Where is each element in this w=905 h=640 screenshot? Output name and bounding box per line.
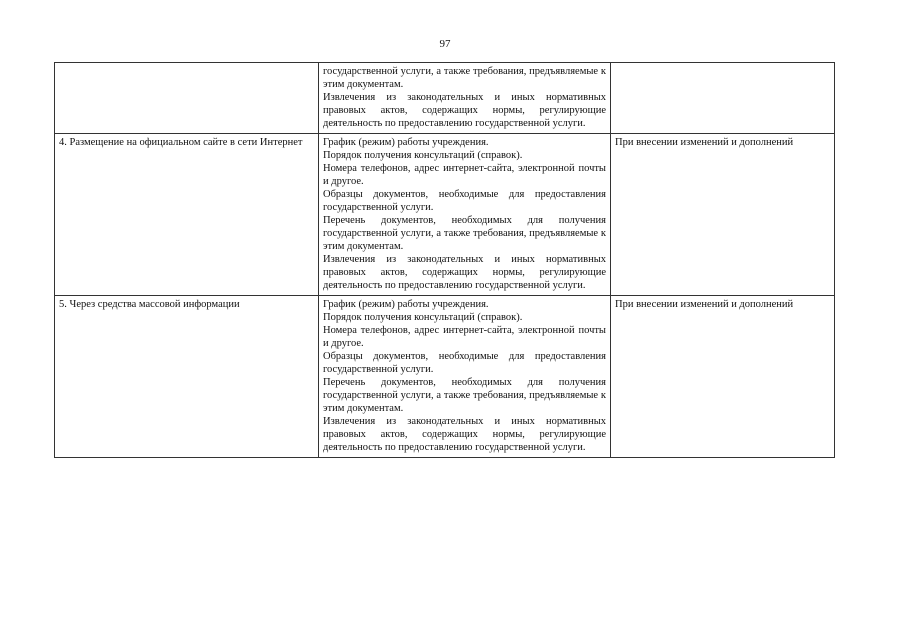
content-line: График (режим) работы учреждения. [323, 137, 489, 148]
content-line: Перечень документов, необходимых для получения государственной услуги, а также требования, предъявляемые к этим документам. [323, 377, 606, 414]
method-cell: 4. Размещение на официальном сайте в сети Интернет [55, 134, 319, 296]
content-line: Извлечения из законодательных и иных нормативных правовых актов, содержащих нормы, регулирующие деятельность по предоставлению государственной услуги. [323, 92, 606, 129]
method-cell: 5. Через средства массовой информации [55, 296, 319, 458]
page-number: 97 [439, 38, 451, 50]
timing-cell: При внесении изменений и дополнений [611, 296, 835, 458]
information-table [54, 62, 835, 458]
content-line: государственной услуги, а также требования, предъявляемые к этим документам. [323, 66, 606, 90]
table-row-continuation [55, 63, 835, 134]
content-line: Порядок получения консультаций (справок). [323, 150, 523, 161]
content-line: Перечень документов, необходимых для получения государственной услуги, а также требования, предъявляемые к этим документам. [323, 215, 606, 252]
table-row-mass-media [55, 296, 835, 458]
content-line: Образцы документов, необходимые для предоставления государственной услуги. [323, 351, 606, 375]
content-line: Номера телефонов, адрес интернет-сайта, электронной почты и другое. [323, 325, 606, 349]
content-cell [319, 63, 611, 134]
method-cell [55, 63, 319, 134]
table-row-website [55, 134, 835, 296]
timing-cell [611, 63, 835, 134]
timing-cell: При внесении изменений и дополнений [611, 134, 835, 296]
content-line: Извлечения из законодательных и иных нормативных правовых актов, содержащих нормы, регулирующие деятельность по предоставлению государственной услуги. [323, 254, 606, 291]
content-cell [319, 296, 611, 458]
content-line: Номера телефонов, адрес интернет-сайта, электронной почты и другое. [323, 163, 606, 187]
content-line: Порядок получения консультаций (справок). [323, 312, 523, 323]
content-cell [319, 134, 611, 296]
content-line: График (режим) работы учреждения. [323, 299, 489, 310]
content-line: Извлечения из законодательных и иных нормативных правовых актов, содержащих нормы, регулирующие деятельность по предоставлению государственной услуги. [323, 416, 606, 453]
content-line: Образцы документов, необходимые для предоставления государственной услуги. [323, 189, 606, 213]
